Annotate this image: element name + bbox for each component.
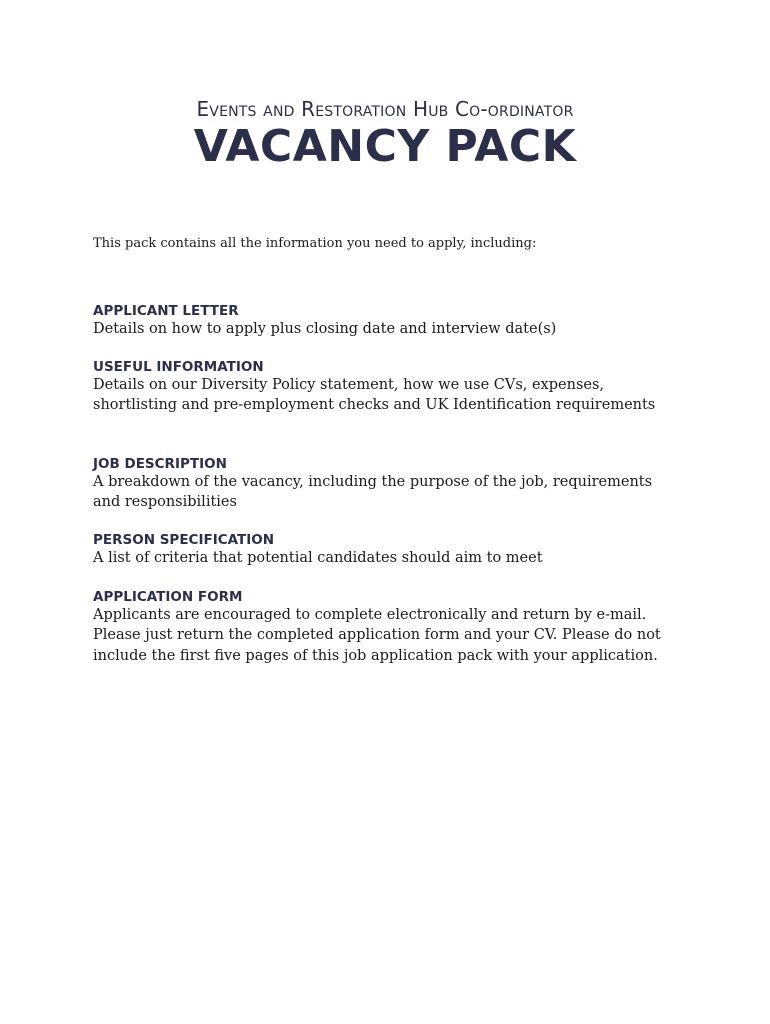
section-body: Details on how to apply plus closing date and interview date(s) (93, 321, 557, 337)
document-subtitle: Events and Restoration Hub Co-ordinator (196, 97, 574, 121)
section-person-specification (93, 532, 683, 568)
section-body: A breakdown of the vacancy, including the purpose of the job, requirements and responsibilities (93, 474, 653, 511)
section-body: Details on our Diversity Policy statement, how we use CVs, expenses, shortlisting and pre-employment checks and UK Identification requirements (93, 377, 656, 414)
section-body: A list of criteria that potential candidates should aim to meet (93, 550, 543, 566)
intro-paragraph: This pack contains all the information you need to apply, including: (93, 236, 537, 251)
document-title: VACANCY PACK (193, 121, 577, 172)
section-heading: PERSON SPECIFICATION (93, 532, 275, 548)
section-heading: JOB DESCRIPTION (93, 456, 227, 472)
section-body: Applicants are encouraged to complete electronically and return by e-mail. Please just return the completed application form and your CV. Please do not include the first five pages of this job application pack with your application. (93, 607, 661, 664)
section-applicant-letter (93, 303, 683, 339)
section-heading: APPLICATION FORM (93, 589, 243, 605)
section-heading: APPLICANT LETTER (93, 303, 239, 319)
section-job-description (93, 456, 683, 513)
section-heading: USEFUL INFORMATION (93, 359, 264, 375)
section-application-form (93, 589, 683, 666)
section-useful-information (93, 359, 683, 416)
